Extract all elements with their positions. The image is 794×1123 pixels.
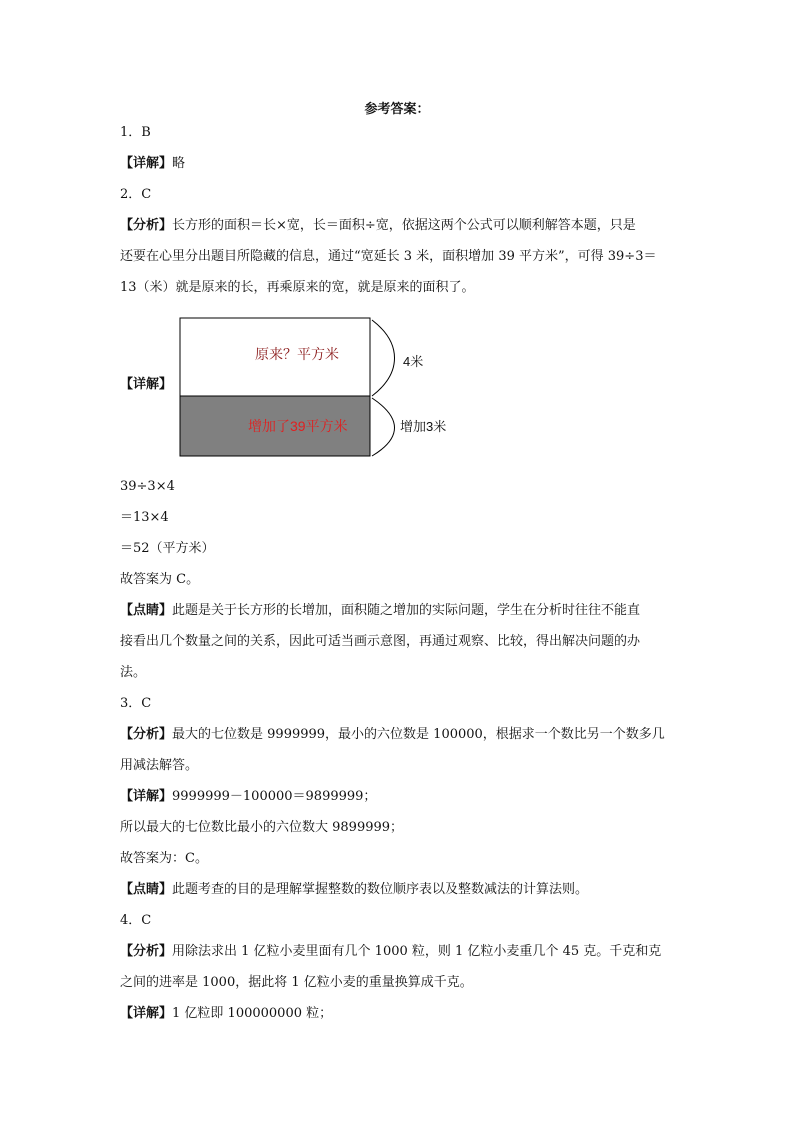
q2-analysis-tag: 【分析】 (120, 218, 173, 233)
q2-analysis-line3: 13（米）就是原来的长，再乘原来的宽，就是原来的面积了。 (120, 280, 475, 295)
q2-analysis-line1 (120, 217, 680, 235)
q2-calc-line1: 39÷3×4 (120, 479, 175, 494)
added-area-label: 增加了39平方米 (248, 418, 348, 434)
q4-detail-text1: 1 亿粒即 100000000 粒； (172, 1006, 333, 1021)
q1-detail-text: 略 (172, 156, 186, 171)
q3-answer: 3．C (120, 696, 152, 711)
q2-calc-line2: ＝13×4 (120, 510, 169, 525)
q2-calc-line3: ＝52（平方米） (120, 541, 215, 556)
page-title: 参考答案： (364, 102, 430, 117)
q3-detail-line2: 所以最大的七位数比最小的六位数大 9899999； (120, 820, 404, 835)
width-label: 4米 (403, 354, 424, 369)
q3-analysis-line2: 用减法解答。 (120, 758, 199, 773)
q4-analysis-line2: 之间的进率是 1000，据此将 1 亿粒小麦的重量换算成千克。 (120, 975, 473, 990)
q2-comment-line2: 接看出几个数量之间的关系，因此可适当画示意图，再通过观察、比较，得出解决问题的办 (120, 634, 641, 649)
q1-detail (120, 155, 680, 173)
q3-comment-text1: 此题考查的目的是理解掌握整数的数位顺序表以及整数减法的计算法则。 (172, 882, 589, 897)
q2-analysis-line2: 还要在心里分出题目所隐藏的信息，通过“宽延长 3 米，面积增加 39 平方米”，可得 39÷3＝ (120, 249, 657, 264)
bottom-brace (372, 398, 395, 456)
q3-analysis-line1 (120, 726, 680, 744)
q2-comment-line1 (120, 602, 680, 620)
top-brace (372, 320, 395, 396)
q4-analysis-text1: 用除法求出 1 亿粒小麦里面有几个 1000 粒，则 1 亿粒小麦重几个 45 克。千克和克 (172, 944, 662, 959)
q1-answer: 1．B (120, 125, 151, 140)
q2-comment-line3: 法。 (120, 665, 147, 680)
original-area-label: 原来？平方米 (255, 346, 339, 362)
q3-conclusion: 故答案为：C。 (120, 851, 208, 866)
q3-detail-tag: 【详解】 (120, 789, 173, 804)
q2-answer: 2．C (120, 187, 152, 202)
q3-analysis-tag: 【分析】 (120, 727, 173, 742)
q4-detail-line1 (120, 1005, 680, 1023)
q3-comment-tag: 【点睛】 (120, 882, 173, 897)
q1-detail-tag: 【详解】 (120, 156, 173, 171)
q2-comment-text1: 此题是关于长方形的长增加，面积随之增加的实际问题，学生在分析时往往不能直 (172, 603, 641, 618)
q2-detail-tag-text: 【详解】 (120, 377, 173, 392)
q2-comment-tag: 【点睛】 (120, 603, 173, 618)
q4-detail-tag: 【详解】 (120, 1006, 173, 1021)
q3-detail-text1: 9999999－100000＝9899999； (172, 789, 377, 804)
q3-analysis-text1: 最大的七位数是 9999999，最小的六位数是 100000，根据求一个数比另一个数多几 (172, 727, 665, 742)
rectangle-diagram (170, 313, 490, 463)
q2-analysis-text1: 长方形的面积＝长×宽，长＝面积÷宽，依据这两个公式可以顺利解答本题，只是 (172, 218, 636, 233)
q4-answer: 4．C (120, 913, 152, 928)
q4-analysis-tag: 【分析】 (120, 944, 173, 959)
q4-analysis-line1 (120, 943, 680, 961)
q3-detail-line1 (120, 788, 680, 806)
q2-conclusion: 故答案为 C。 (120, 572, 200, 587)
q3-comment-line1 (120, 881, 680, 899)
added-width-label: 增加3米 (400, 419, 447, 434)
